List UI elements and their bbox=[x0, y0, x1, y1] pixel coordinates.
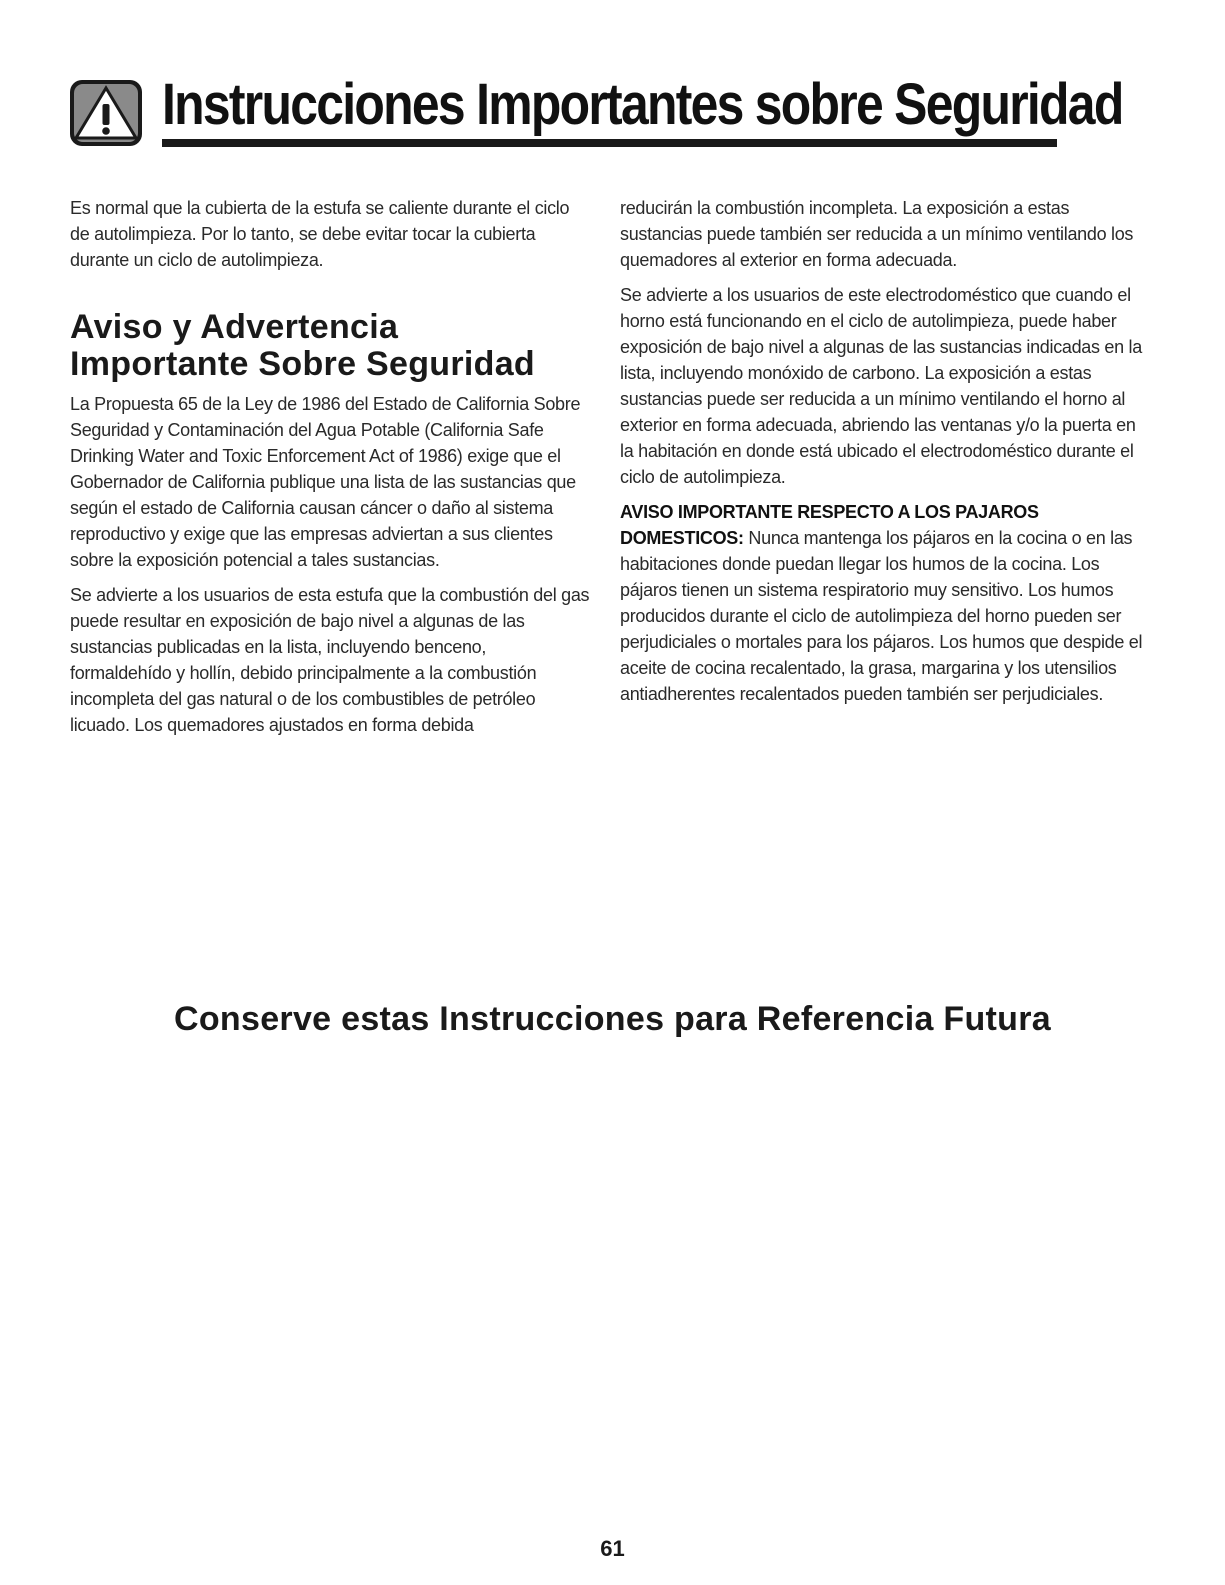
combustion-continued-paragraph: reducirán la combustión incompleta. La exposición a estas sustancias puede también ser reducida a un mínimo ventilando los quemadores al exterior en forma adecuada. bbox=[620, 198, 1134, 270]
page-number: 61 bbox=[600, 1536, 625, 1561]
warning-triangle-icon bbox=[70, 80, 142, 146]
bird-notice-paragraph bbox=[620, 499, 1150, 707]
self-clean-paragraph: Se advierte a los usuarios de este electrodoméstico que cuando el horno está funcionando en el ciclo de autolimpieza, puede haber exposición de bajo nivel a algunas de las sustancias indicadas en la lista, incluyendo monóxido de carbono. La exposición a estas sustancias puede ser reducida a un mínimo ventilando el horno al exterior en forma adecuada, abriendo las ventanas y/o la puerta en la habitación en donde está ubicado el electrodoméstico durante el ciclo de autolimpieza. bbox=[620, 285, 1142, 487]
page-header bbox=[70, 70, 1123, 150]
gas-combustion-paragraph: Se advierte a los usuarios de esta estufa que la combustión del gas puede resultar en exposición de bajo nivel a algunas de las sustancias publicadas en la lista, incluyendo benceno, formaldehído y hollín, debido principalmente a la combustión incompleta del gas natural o de los combustibles de petróleo licuado. Los quemadores ajustados en forma debida bbox=[70, 585, 590, 735]
section-heading-line1: Aviso y Advertencia bbox=[70, 308, 399, 346]
keep-instructions-note: Conserve estas Instrucciones para Referencia Futura bbox=[174, 1000, 1051, 1038]
page-title: Instrucciones Importantes sobre Seguridad bbox=[162, 72, 1123, 137]
bird-notice-body: Nunca mantenga los pájaros en la cocina o en las habitaciones donde puedan llegar los humos de la cocina. Los pájaros tienen un sistema respiratorio muy sensitivo. Los humos producidos durante el ciclo de autolimpieza del horno pueden ser perjudiciales o mortales para los pájaros. Los humos que despide el aceite de cocina recalentado, la grasa, margarina y los utensilios antiadherentes recalentados pueden también ser perjudiciales. bbox=[620, 528, 1143, 704]
prop65-paragraph: La Propuesta 65 de la Ley de 1986 del Estado de California Sobre Seguridad y Contaminación del Agua Potable (California Safe Drinking Water and Toxic Enforcement Act of 1986) exige que el Gobernador de California publique una lista de las sustancias que según el estado de California causan cáncer o daño al sistema reproductivo y exige que las empresas adviertan a sus clientes sobre la exposición potencial a tales sustancias. bbox=[70, 394, 581, 570]
left-column bbox=[70, 195, 590, 747]
section-heading-line2: Importante Sobre Seguridad bbox=[70, 345, 535, 383]
bird-notice-lead: AVISO IMPORTANTE RESPECTO A LOS PAJAROS DOMESTICOS: bbox=[620, 502, 1039, 548]
section-heading bbox=[70, 309, 590, 383]
title-underline bbox=[162, 139, 1057, 147]
right-column bbox=[620, 195, 1150, 716]
intro-paragraph: Es normal que la cubierta de la estufa se caliente durante el ciclo de autolimpieza. Por lo tanto, se debe evitar tocar la cubierta durante un ciclo de autolimpieza. bbox=[70, 198, 570, 270]
